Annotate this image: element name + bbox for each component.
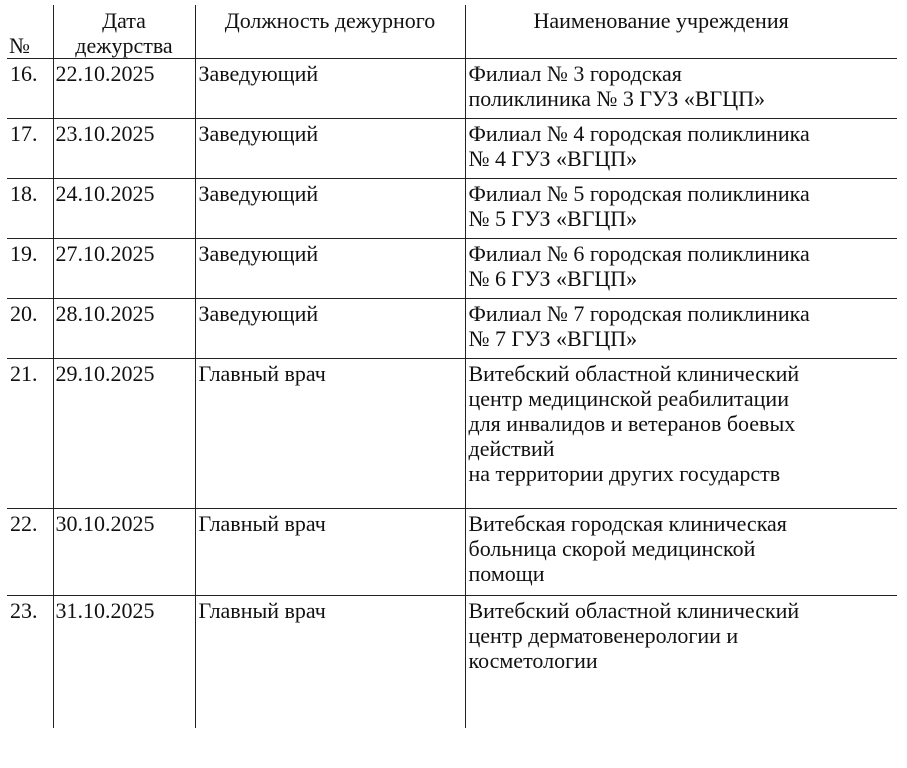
row-institution: Филиал № 5 городская поликлиника № 5 ГУЗ «ВГЦП» xyxy=(465,179,897,239)
row-institution: Витебский областной клинический центр дерматовенерологии и косметологии xyxy=(465,596,897,729)
table-row xyxy=(7,509,897,596)
table-row xyxy=(7,59,897,119)
table-row xyxy=(7,596,897,729)
row-date: 22.10.2025 xyxy=(53,59,195,119)
row-institution: Филиал № 7 городская поликлиника № 7 ГУЗ «ВГЦП» xyxy=(465,299,897,359)
row-number: 21. xyxy=(7,359,53,509)
row-institution: Филиал № 4 городская поликлиника № 4 ГУЗ «ВГЦП» xyxy=(465,119,897,179)
row-position: Главный врач xyxy=(195,359,465,509)
header-number: № xyxy=(7,5,53,59)
table-row xyxy=(7,239,897,299)
row-number: 18. xyxy=(7,179,53,239)
row-number: 23. xyxy=(7,596,53,729)
row-date: 24.10.2025 xyxy=(53,179,195,239)
row-position: Заведующий xyxy=(195,239,465,299)
row-institution: Филиал № 3 городская поликлиника № 3 ГУЗ «ВГЦП» xyxy=(465,59,897,119)
row-date: 23.10.2025 xyxy=(53,119,195,179)
row-position: Главный врач xyxy=(195,509,465,596)
row-date: 29.10.2025 xyxy=(53,359,195,509)
header-position: Должность дежурного xyxy=(195,5,465,59)
table-row xyxy=(7,299,897,359)
row-number: 17. xyxy=(7,119,53,179)
row-position: Заведующий xyxy=(195,299,465,359)
row-number: 22. xyxy=(7,509,53,596)
table-row xyxy=(7,179,897,239)
row-institution: Филиал № 6 городская поликлиника № 6 ГУЗ «ВГЦП» xyxy=(465,239,897,299)
row-number: 19. xyxy=(7,239,53,299)
row-date: 30.10.2025 xyxy=(53,509,195,596)
row-position: Заведующий xyxy=(195,119,465,179)
row-number: 16. xyxy=(7,59,53,119)
row-position: Заведующий xyxy=(195,59,465,119)
table-header-row xyxy=(7,5,897,59)
header-date: Дата дежурства xyxy=(53,5,195,59)
duty-schedule-table xyxy=(7,5,897,728)
row-position: Главный врач xyxy=(195,596,465,729)
row-date: 28.10.2025 xyxy=(53,299,195,359)
row-date: 31.10.2025 xyxy=(53,596,195,729)
header-institution: Наименование учреждения xyxy=(465,5,897,59)
row-institution: Витебская городская клиническая больница скорой медицинской помощи xyxy=(465,509,897,596)
row-position: Заведующий xyxy=(195,179,465,239)
table-row xyxy=(7,359,897,509)
row-date: 27.10.2025 xyxy=(53,239,195,299)
row-number: 20. xyxy=(7,299,53,359)
row-institution: Витебский областной клинический центр медицинской реабилитации для инвалидов и ветеранов боевых действий на территории других государств xyxy=(465,359,897,509)
table-row xyxy=(7,119,897,179)
